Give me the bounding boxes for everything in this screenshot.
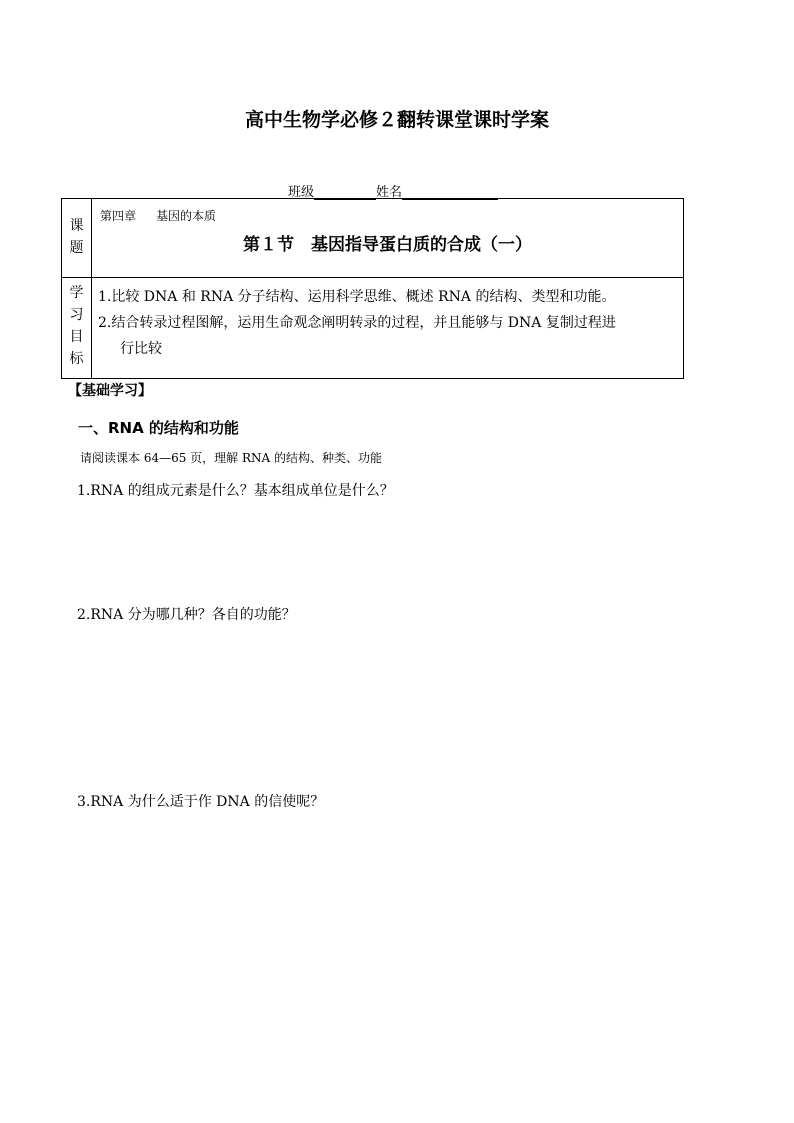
class-label: 班级 <box>288 185 315 200</box>
topic-content-cell <box>92 199 684 278</box>
chapter-line <box>100 207 683 224</box>
question-2: 2.RNA 分为哪几种？各自的功能？ <box>77 607 296 623</box>
goals-content-cell <box>92 278 684 379</box>
goals-label-text: 学习目标 <box>69 285 84 367</box>
document-title: 高中生物学必修２翻转课堂课时学案 <box>244 109 549 131</box>
name-label: 姓名 <box>376 185 403 200</box>
goal-item-continued: 行比较 <box>120 341 162 357</box>
topic-label-cell <box>62 199 92 278</box>
goal-item: 2.结合转录过程图解，运用生命观念阐明转录的过程，并且能够与 DNA 复制过程进 <box>98 315 616 331</box>
question-1: 1.RNA 的组成元素是什么？基本组成单位是什么？ <box>77 483 394 499</box>
part-title: 一、RNA 的结构和功能 <box>78 419 239 437</box>
lesson-info-table <box>61 198 684 379</box>
topic-label-text: 课题 <box>69 218 84 256</box>
chapter-title: 基因的本质 <box>156 209 217 223</box>
section-title: 第１节 基因指导蛋白质的合成（一） <box>243 235 532 255</box>
goals-row <box>62 278 684 379</box>
goals-label <box>62 278 91 370</box>
question-3: 3.RNA 为什么适于作 DNA 的信使呢？ <box>77 794 325 810</box>
topic-row <box>62 199 684 278</box>
reading-instruction: 请阅读课本 64—65 页，理解 RNA 的结构、种类、功能 <box>80 451 382 465</box>
chapter-number: 第四章 <box>100 209 137 223</box>
section-header: 【基础学习】 <box>68 383 152 399</box>
goals-list <box>92 278 683 362</box>
goals-label-cell <box>62 278 92 379</box>
topic-label <box>62 199 91 259</box>
goal-item: 1.比较 DNA 和 RNA 分子结构、运用科学思维、概述 RNA 的结构、类型和功能。 <box>98 289 616 305</box>
